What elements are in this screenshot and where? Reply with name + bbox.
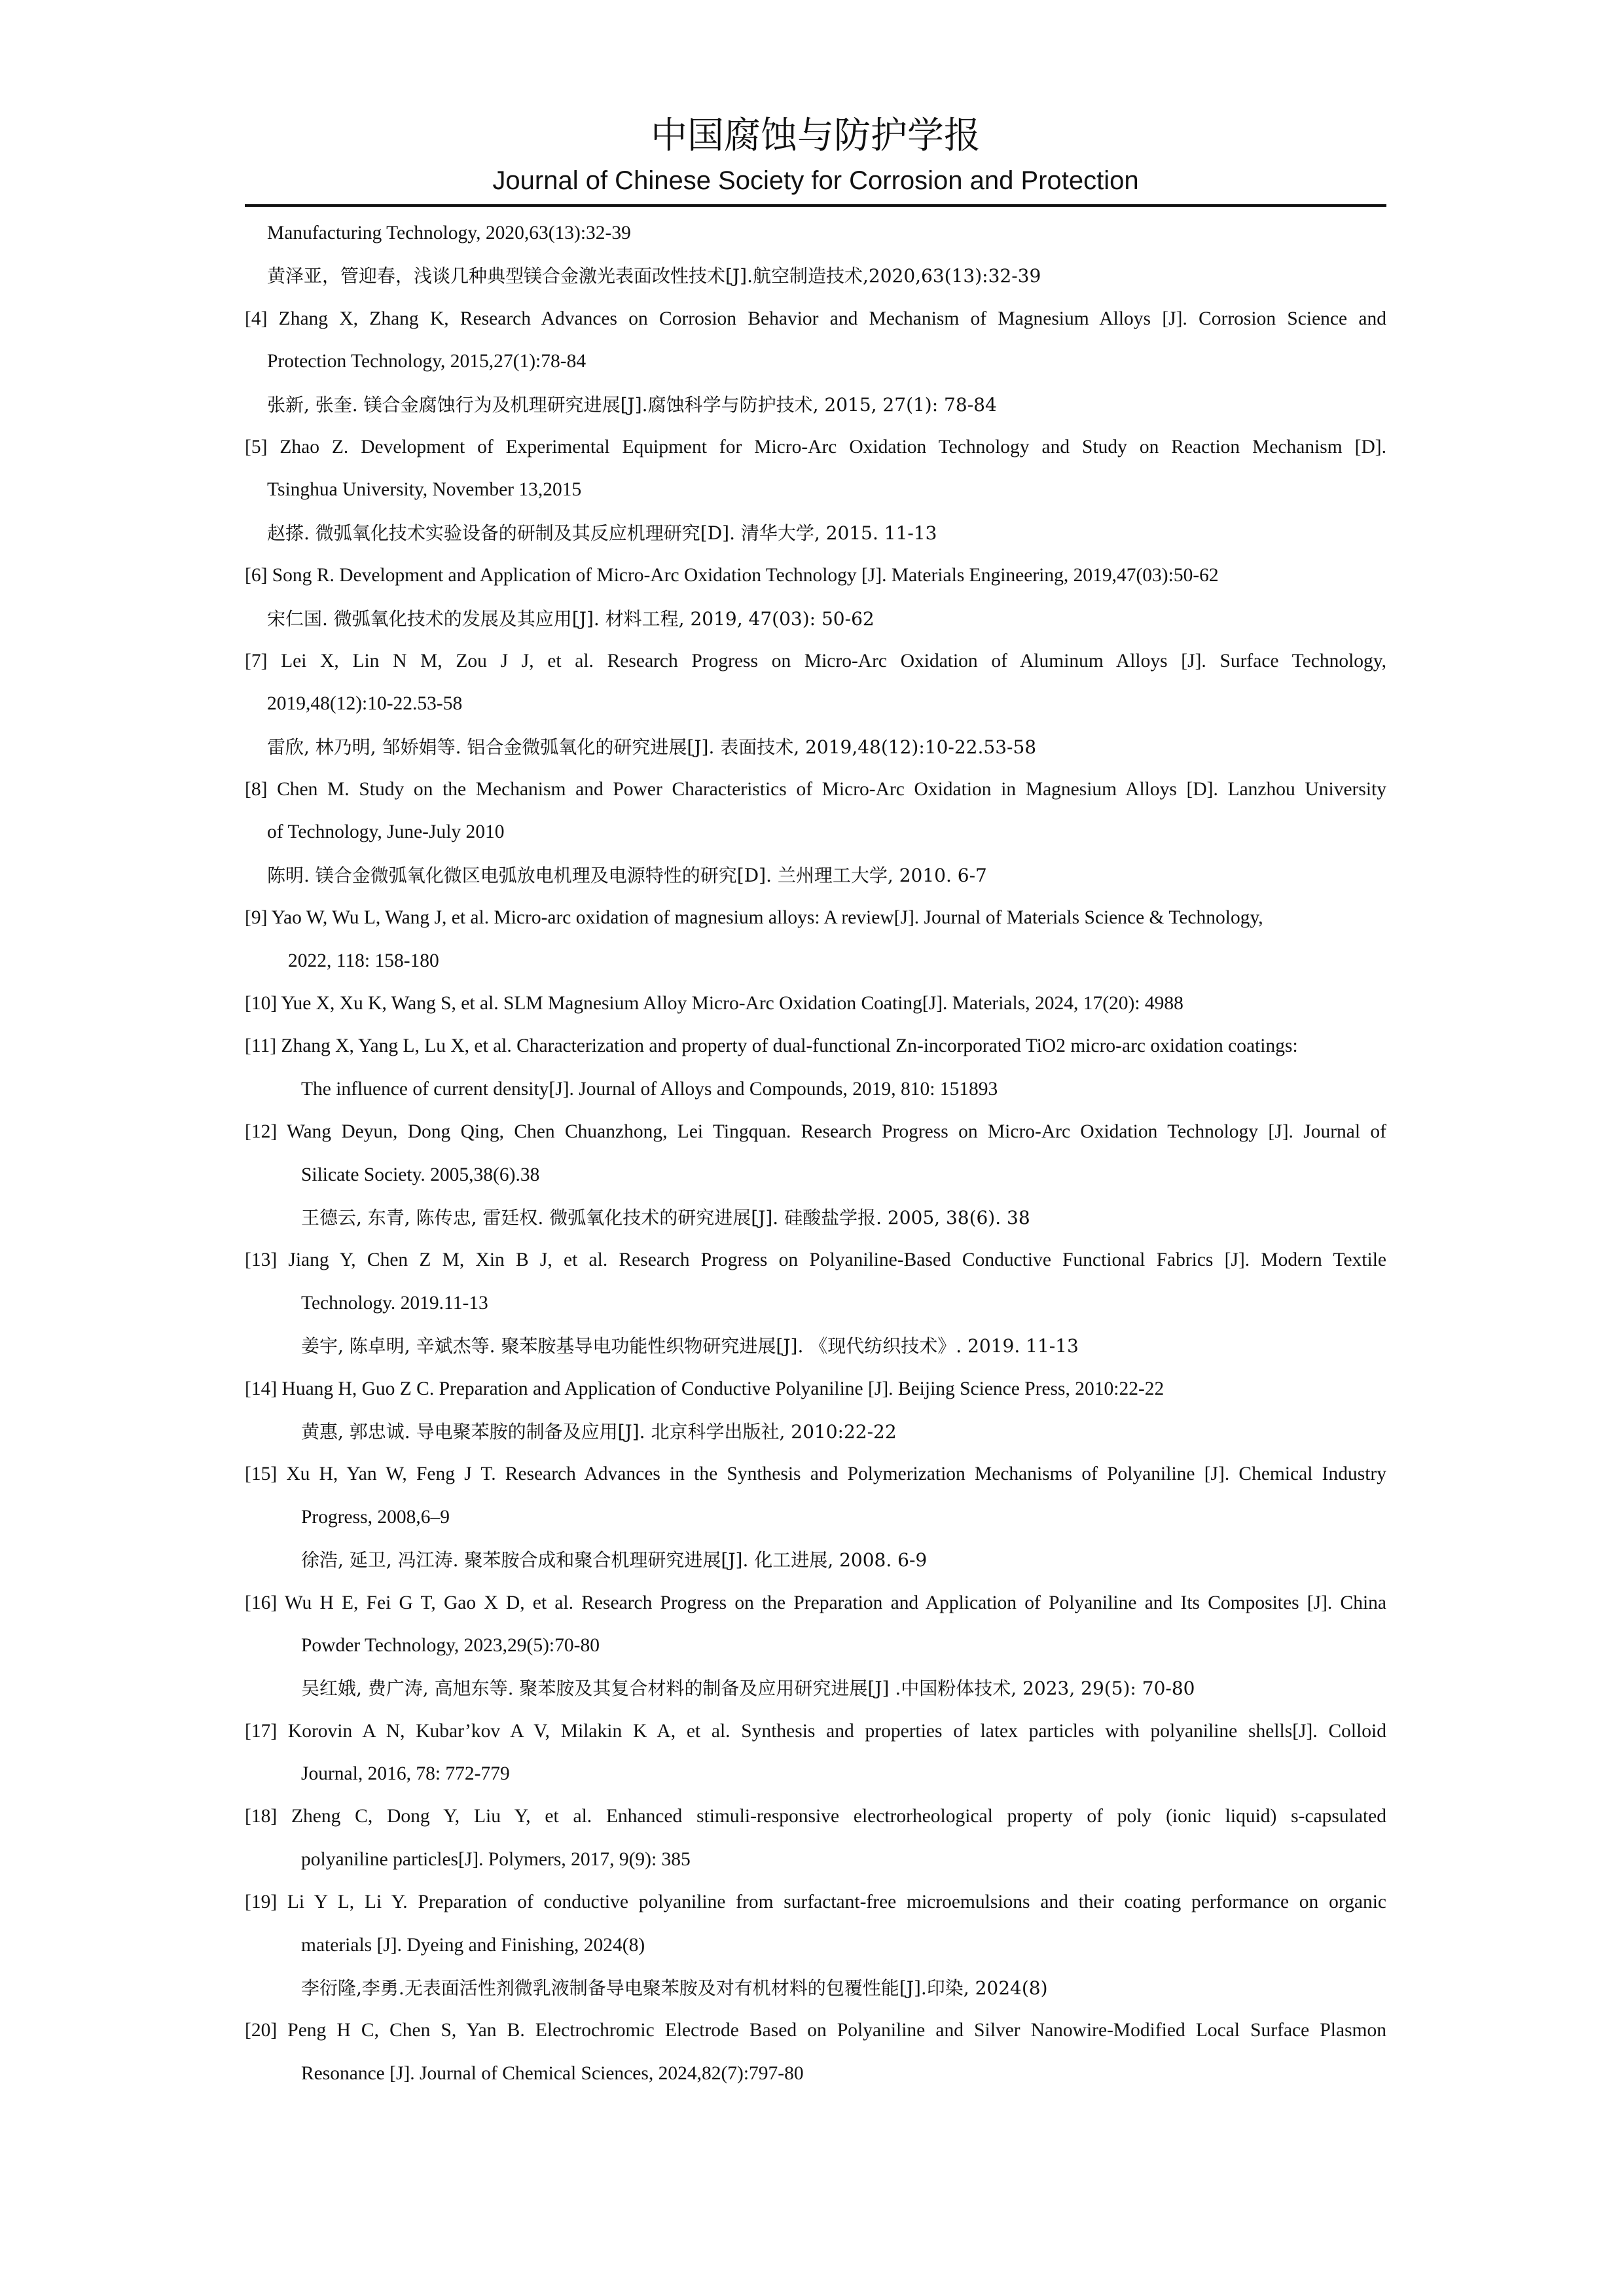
reference-line: 李衍隆,李勇.无表面活性剂微乳液制备导电聚苯胺及对有机材料的包覆性能[J].印染, 2024(8)	[301, 1977, 1048, 2000]
reference-line: [11] Zhang X, Yang L, Lu X, et al. Characterization and property of dual-functional Zn-incorporated TiO2 micro-arc oxidation coatings:	[245, 1035, 1298, 1057]
reference-list	[245, 212, 1386, 2095]
reference-line: of Technology, June-July 2010	[267, 821, 505, 843]
reference-line: [13] Jiang Y, Chen Z M, Xin B J, et al. Research Progress on Polyaniline-Based Conductive Functional Fabrics [J]. Modern Textile	[245, 1249, 1386, 1271]
reference-line: polyaniline particles[J]. Polymers, 2017, 9(9): 385	[301, 1848, 691, 1870]
reference-line: [4] Zhang X, Zhang K, Research Advances on Corrosion Behavior and Mechanism of Magnesium Alloys [J]. Corrosion Science and	[245, 308, 1386, 329]
reference-line: materials [J]. Dyeing and Finishing, 2024(8)	[301, 1934, 645, 1956]
reference-line: [19] Li Y L, Li Y. Preparation of conductive polyaniline from surfactant-free microemulsions and their coating performance on organic	[245, 1892, 1386, 1913]
reference-line: [18] Zheng C, Dong Y, Liu Y, et al. Enhanced stimuli-responsive electrorheological property of poly (ionic liquid) s-capsulated	[245, 1806, 1386, 1827]
reference-line: Tsinghua University, November 13,2015	[267, 479, 582, 501]
reference-line: 宋仁国. 微弧氧化技术的发展及其应用[J]. 材料工程, 2019, 47(03): 50-62	[267, 607, 875, 630]
reference-line: 陈明. 镁合金微弧氧化微区电弧放电机理及电源特性的研究[D]. 兰州理工大学, 2010. 6-7	[267, 864, 987, 886]
reference-line: Journal, 2016, 78: 772-779	[301, 1763, 510, 1785]
reference-line: 张新, 张奎. 镁合金腐蚀行为及机理研究进展[J].腐蚀科学与防护技术, 2015, 27(1): 78-84	[267, 393, 997, 416]
reference-line: [14] Huang H, Guo Z C. Preparation and Application of Conductive Polyaniline [J]. Beijing Science Press, 2010:22-22	[245, 1378, 1164, 1399]
reference-line: 王德云, 东青, 陈传忠, 雷廷权. 微弧氧化技术的研究进展[J]. 硅酸盐学报. 2005, 38(6). 38	[301, 1206, 1030, 1229]
reference-line: 徐浩, 延卫, 冯江涛. 聚苯胺合成和聚合机理研究进展[J]. 化工进展, 2008. 6-9	[301, 1549, 928, 1571]
reference-line: [8] Chen M. Study on the Mechanism and Power Characteristics of Micro-Arc Oxidation in Magnesium Alloys [D]. Lanzhou University	[245, 779, 1386, 800]
reference-line: Silicate Society. 2005,38(6).38	[301, 1164, 540, 1185]
reference-line: [6] Song R. Development and Application of Micro-Arc Oxidation Technology [J]. Materials Engineering, 2019,47(03):50-62	[245, 565, 1219, 586]
reference-line: [5] Zhao Z. Development of Experimental Equipment for Micro-Arc Oxidation Technology and Study on Reaction Mechanism [D].	[245, 436, 1386, 457]
reference-line: [12] Wang Deyun, Dong Qing, Chen Chuanzhong, Lei Tingquan. Research Progress on Micro-Arc Oxidation Technology [J]. Journal of	[245, 1121, 1386, 1143]
reference-line: Resonance [J]. Journal of Chemical Sciences, 2024,82(7):797-80	[301, 2062, 804, 2084]
reference-line: Technology. 2019.11-13	[301, 1292, 488, 1314]
reference-line: [15] Xu H, Yan W, Feng J T. Research Advances in the Synthesis and Polymerization Mechanisms of Polyaniline [J]. Chemical Industry	[245, 1463, 1386, 1485]
reference-line: Manufacturing Technology, 2020,63(13):32-39	[267, 223, 631, 243]
reference-line: 赵搽. 微弧氧化技术实验设备的研制及其反应机理研究[D]. 清华大学, 2015. 11-13	[267, 522, 937, 544]
reference-line: 黄泽亚，管迎春，浅谈几种典型镁合金激光表面改性技术[J].航空制造技术,2020,63(13):32-39	[267, 265, 1041, 287]
reference-line: [20] Peng H C, Chen S, Yan B. Electrochromic Electrode Based on Polyaniline and Silver Nanowire-Modified Local Surface Plasmon	[245, 2020, 1386, 2041]
reference-line: [9] Yao W, Wu L, Wang J, et al. Micro-arc oxidation of magnesium alloys: A review[J]. Journal of Materials Science & Technology,	[245, 907, 1263, 929]
reference-line: [17] Korovin A N, Kubar’kov A V, Milakin K A, et al. Synthesis and properties of latex particles with polyaniline shells[J]. Colloid	[245, 1720, 1386, 1742]
reference-line: 黄惠, 郭忠诚. 导电聚苯胺的制备及应用[J]. 北京科学出版社, 2010:22-22	[301, 1420, 897, 1443]
reference-line: 雷欣, 林乃明, 邹娇娟等. 铝合金微弧氧化的研究进展[J]. 表面技术, 2019,48(12):10-22.53-58	[267, 736, 1037, 758]
header-rule	[245, 204, 1386, 207]
reference-line: 2022, 118: 158-180	[288, 950, 439, 971]
reference-line: 2019,48(12):10-22.53-58	[267, 693, 463, 715]
reference-line: Protection Technology, 2015,27(1):78-84	[267, 351, 586, 372]
journal-title-english: Journal of Chinese Society for Corrosion and Protection	[492, 166, 1139, 195]
reference-line: 姜宇, 陈卓明, 辛斌杰等. 聚苯胺基导电功能性织物研究进展[J]. 《现代纺织技术》. 2019. 11-13	[301, 1335, 1079, 1357]
reference-line: [16] Wu H E, Fei G T, Gao X D, et al. Research Progress on the Preparation and Application of Polyaniline and Its Composites [J]. China	[245, 1592, 1386, 1613]
reference-line: Powder Technology, 2023,29(5):70-80	[301, 1634, 600, 1656]
reference-line: [10] Yue X, Xu K, Wang S, et al. SLM Magnesium Alloy Micro-Arc Oxidation Coating[J]. Materials, 2024, 17(20): 4988	[245, 993, 1183, 1014]
reference-line: The influence of current density[J]. Journal of Alloys and Compounds, 2019, 810: 151893	[301, 1078, 998, 1100]
reference-line: 吴红娥, 费广涛, 高旭东等. 聚苯胺及其复合材料的制备及应用研究进展[J] .中国粉体技术, 2023, 29(5): 70-80	[301, 1677, 1195, 1700]
journal-title-chinese: 中国腐蚀与防护学报	[651, 115, 981, 157]
reference-line: [7] Lei X, Lin N M, Zou J J, et al. Research Progress on Micro-Arc Oxidation of Aluminum Alloys [J]. Surface Technology,	[245, 650, 1386, 672]
reference-line: Progress, 2008,6–9	[301, 1506, 450, 1528]
